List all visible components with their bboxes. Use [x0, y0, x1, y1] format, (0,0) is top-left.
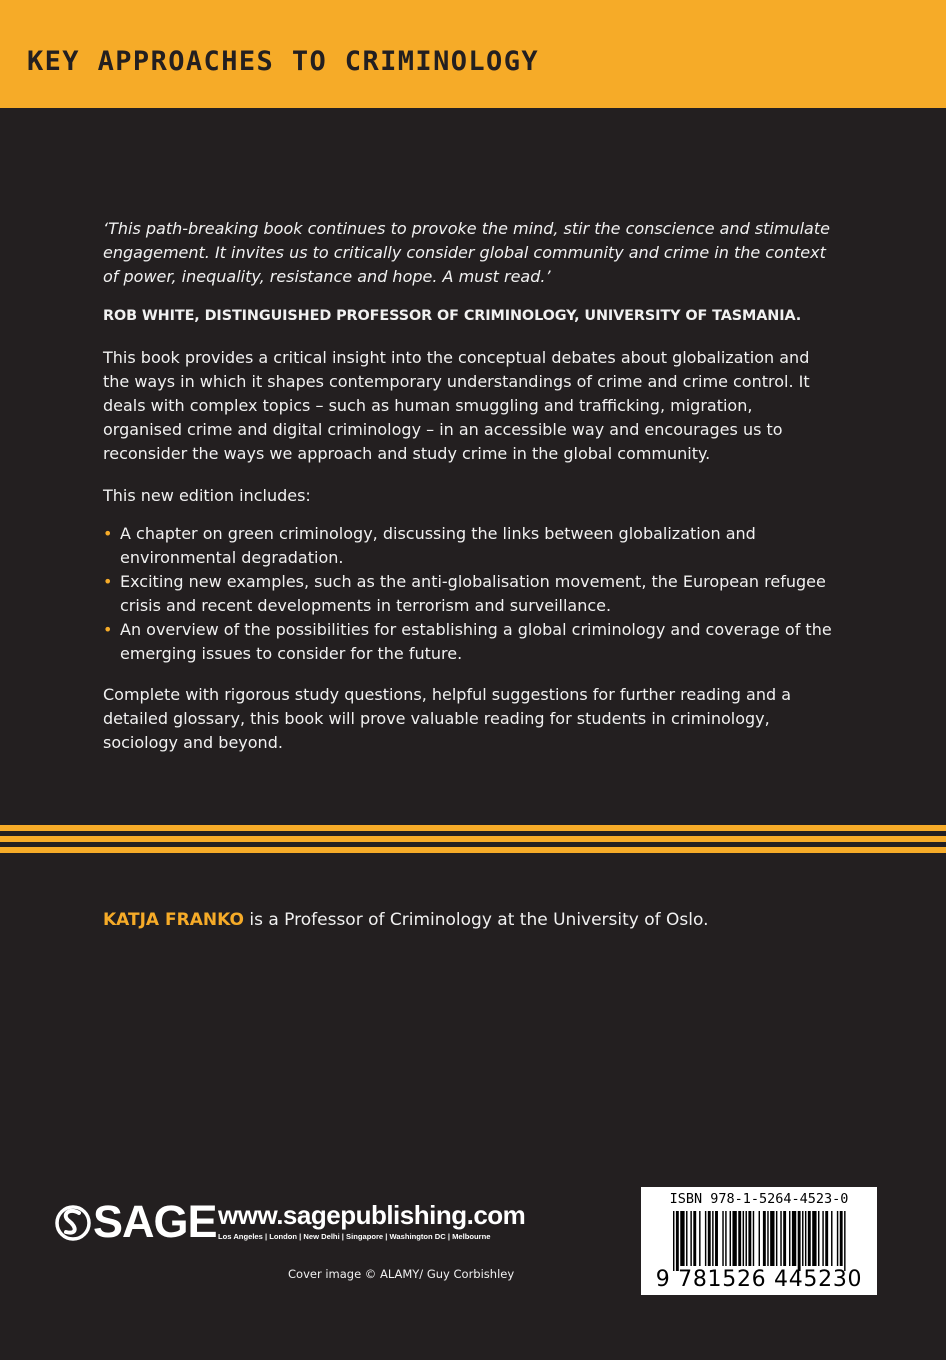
barcode-bar — [805, 1211, 806, 1266]
book-description: This book provides a critical insight into the conceptual debates about globalization and the ways in which it shapes contemporary understandings of crime and crime control. It deals with complex topics – such as human smuggling and trafficking, migration, organised crime and digital criminology – in an accessible way and encourages us to reconsider the ways we approach and study crime in the global community. — [103, 348, 810, 463]
barcode-bar — [831, 1211, 832, 1266]
barcode-bar — [690, 1211, 691, 1266]
barcode-bar — [792, 1211, 796, 1266]
edition-intro: This new edition includes: — [103, 486, 311, 505]
closing-paragraph: Complete with rigorous study questions, helpful suggestions for further reading and a detailed glossary, this book will prove valuable reading for students in criminology, sociology and beyond. — [103, 685, 792, 752]
edition-features-list — [103, 522, 835, 666]
author-bio — [103, 908, 843, 932]
barcode-bar — [776, 1211, 777, 1266]
barcode-digits: 9 781526 445230 — [655, 1267, 863, 1292]
isbn-label: ISBN 978-1-5264-4523-0 — [669, 1191, 849, 1207]
barcode-bar — [725, 1211, 726, 1266]
isbn-barcode — [641, 1187, 877, 1295]
barcode-bar — [812, 1211, 816, 1266]
barcode-bar — [699, 1211, 700, 1266]
barcode-bar — [676, 1211, 679, 1271]
barcode-bar — [802, 1211, 803, 1266]
barcode-bar — [693, 1211, 696, 1266]
barcode-bar — [748, 1211, 751, 1266]
author-bio-text: is a Professor of Criminology at the University of Oslo. — [243, 910, 709, 930]
barcode-bar — [686, 1211, 687, 1266]
barcode-bar — [708, 1211, 711, 1266]
feature-item — [103, 522, 835, 570]
divider-stripe — [0, 847, 946, 853]
barcode-bar — [746, 1211, 747, 1266]
barcode-bar — [840, 1211, 843, 1266]
back-cover-blurb — [103, 217, 835, 755]
barcode-bar — [732, 1211, 736, 1266]
barcode-bar — [738, 1211, 741, 1266]
barcode-bar — [837, 1211, 838, 1266]
barcode-bar — [783, 1211, 786, 1266]
barcode-bar — [730, 1211, 731, 1266]
barcode-bar — [798, 1211, 801, 1271]
sage-swirl-logo-icon — [55, 1201, 91, 1246]
barcode-bar — [825, 1211, 828, 1266]
barcode-bar — [673, 1211, 674, 1271]
feature-item — [103, 570, 835, 618]
barcode-bar — [818, 1211, 819, 1266]
barcode-bar — [712, 1211, 713, 1266]
barcode-bar — [763, 1211, 766, 1266]
barcode-bar — [789, 1211, 790, 1266]
feature-text: Exciting new examples, such as the anti-globalisation movement, the European refugee crisis and recent developments in terrorism and surveillance. — [120, 572, 826, 615]
barcode-bar — [715, 1211, 718, 1266]
barcode-bar — [722, 1211, 723, 1266]
author-name: KATJA FRANKO — [103, 910, 244, 930]
feature-text: An overview of the possibilities for establishing a global criminology and coverage of the emerging issues to consider for the future. — [120, 620, 832, 663]
bullet-icon: • — [103, 524, 113, 543]
publisher-website: www.sagepublishing.com — [218, 1200, 526, 1230]
publisher-logo: SAGE — [93, 1196, 217, 1247]
feature-text: A chapter on green criminology, discussing the links between globalization and environmental degradation. — [120, 524, 756, 567]
series-title: KEY APPROACHES TO CRIMINOLOGY — [27, 46, 540, 77]
endorsement-quote: ‘This path-breaking book continues to provoke the mind, stir the conscience and stimulate engagement. It invites us to critically consider global community and crime in the context of power, inequality, resistance and hope. A must read.’ — [103, 219, 830, 286]
barcode-bar — [680, 1211, 684, 1266]
publisher-cities: Los Angeles | London | New Delhi | Singapore | Washington DC | Melbourne — [218, 1232, 491, 1241]
barcode-bar — [705, 1211, 706, 1266]
barcode-bar — [822, 1211, 823, 1266]
barcode-bar — [844, 1211, 845, 1271]
bullet-icon: • — [103, 572, 113, 591]
barcode-bar — [780, 1211, 781, 1266]
barcode-bar — [770, 1211, 774, 1266]
barcode-bar — [753, 1211, 754, 1266]
divider-stripe — [0, 825, 946, 831]
divider-stripe — [0, 836, 946, 842]
endorsement-attribution: ROB WHITE, DISTINGUISHED PROFESSOR OF CRIMINOLOGY, UNIVERSITY OF TASMANIA. — [103, 308, 802, 324]
barcode-bar — [759, 1211, 760, 1266]
bullet-icon: • — [103, 620, 113, 639]
barcode-bar — [808, 1211, 811, 1266]
series-banner — [0, 0, 946, 108]
cover-image-credit: Cover image © ALAMY/ Guy Corbishley — [288, 1267, 515, 1281]
barcode-bar — [767, 1211, 768, 1266]
feature-item — [103, 618, 835, 666]
barcode-bar — [743, 1211, 744, 1266]
